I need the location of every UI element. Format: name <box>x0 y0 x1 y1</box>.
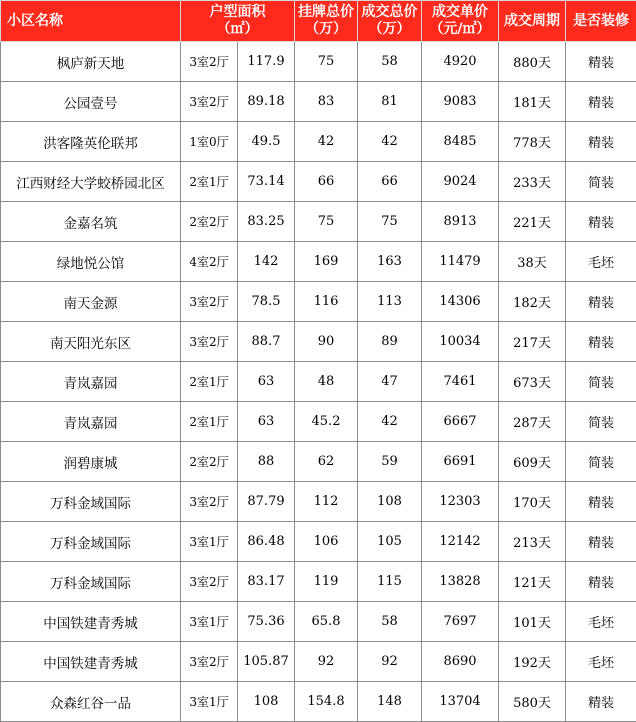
cell-list-price: 90 <box>295 322 358 362</box>
cell-decoration: 精装 <box>566 562 636 602</box>
cell-area: 83.25 <box>238 202 295 242</box>
cell-deal-price: 81 <box>358 82 422 122</box>
cell-area: 87.79 <box>238 482 295 522</box>
cell-layout: 2室1厅 <box>181 162 238 202</box>
table-row <box>1 282 636 322</box>
cell-decoration: 精装 <box>566 322 636 362</box>
table-row <box>1 42 636 82</box>
cell-unit-price: 14306 <box>422 282 499 322</box>
table-row <box>1 522 636 562</box>
cell-deal-price: 42 <box>358 402 422 442</box>
table-row <box>1 562 636 602</box>
cell-deal-price: 58 <box>358 42 422 82</box>
cell-list-price: 65.8 <box>295 602 358 642</box>
cell-area: 117.9 <box>238 42 295 82</box>
cell-list-price: 48 <box>295 362 358 402</box>
cell-name: 洪客隆英伦联邦 <box>1 122 181 162</box>
cell-list-price: 112 <box>295 482 358 522</box>
header-decoration: 是否装修 <box>566 1 636 42</box>
cell-deal-price: 148 <box>358 682 422 722</box>
cell-area: 78.5 <box>238 282 295 322</box>
cell-layout: 2室1厅 <box>181 402 238 442</box>
cell-layout: 2室2厅 <box>181 202 238 242</box>
cell-area: 142 <box>238 242 295 282</box>
cell-layout: 3室1厅 <box>181 682 238 722</box>
cell-decoration: 简装 <box>566 362 636 402</box>
cell-name: 江西财经大学蛟桥园北区 <box>1 162 181 202</box>
cell-unit-price: 9083 <box>422 82 499 122</box>
cell-decoration: 简装 <box>566 162 636 202</box>
cell-area: 63 <box>238 362 295 402</box>
cell-name: 南天阳光东区 <box>1 322 181 362</box>
cell-deal-cycle: 181天 <box>499 82 566 122</box>
cell-deal-price: 113 <box>358 282 422 322</box>
cell-decoration: 简装 <box>566 402 636 442</box>
cell-deal-cycle: 182天 <box>499 282 566 322</box>
cell-deal-price: 108 <box>358 482 422 522</box>
cell-name: 中国铁建青秀城 <box>1 602 181 642</box>
cell-decoration: 精装 <box>566 122 636 162</box>
cell-unit-price: 10034 <box>422 322 499 362</box>
cell-decoration: 毛坯 <box>566 642 636 682</box>
cell-layout: 3室2厅 <box>181 42 238 82</box>
cell-name: 万科金域国际 <box>1 522 181 562</box>
cell-deal-cycle: 101天 <box>499 602 566 642</box>
table-row <box>1 682 636 722</box>
cell-layout: 3室2厅 <box>181 282 238 322</box>
cell-layout: 3室1厅 <box>181 602 238 642</box>
cell-list-price: 62 <box>295 442 358 482</box>
header-community-name: 小区名称 <box>1 1 181 42</box>
cell-deal-cycle: 170天 <box>499 482 566 522</box>
table-row <box>1 402 636 442</box>
cell-area: 75.36 <box>238 602 295 642</box>
cell-area: 49.5 <box>238 122 295 162</box>
table-row <box>1 442 636 482</box>
cell-decoration: 精装 <box>566 82 636 122</box>
cell-name: 公园壹号 <box>1 82 181 122</box>
cell-deal-cycle: 609天 <box>499 442 566 482</box>
table-row <box>1 602 636 642</box>
cell-unit-price: 6691 <box>422 442 499 482</box>
header-list-price: 挂牌总价 （万） <box>295 1 358 42</box>
cell-deal-cycle: 233天 <box>499 162 566 202</box>
cell-decoration: 精装 <box>566 482 636 522</box>
cell-deal-cycle: 287天 <box>499 402 566 442</box>
cell-name: 众森红谷一品 <box>1 682 181 722</box>
header-deal-price: 成交总价 （万） <box>358 1 422 42</box>
cell-name: 南天金源 <box>1 282 181 322</box>
cell-unit-price: 13828 <box>422 562 499 602</box>
cell-list-price: 119 <box>295 562 358 602</box>
cell-unit-price: 8913 <box>422 202 499 242</box>
table-body <box>1 42 636 722</box>
cell-unit-price: 4920 <box>422 42 499 82</box>
cell-decoration: 精装 <box>566 282 636 322</box>
cell-deal-price: 105 <box>358 522 422 562</box>
cell-deal-cycle: 192天 <box>499 642 566 682</box>
table-row <box>1 642 636 682</box>
cell-unit-price: 12142 <box>422 522 499 562</box>
cell-unit-price: 6667 <box>422 402 499 442</box>
cell-area: 105.87 <box>238 642 295 682</box>
cell-decoration: 毛坯 <box>566 602 636 642</box>
cell-deal-price: 42 <box>358 122 422 162</box>
cell-deal-cycle: 580天 <box>499 682 566 722</box>
table-row <box>1 482 636 522</box>
cell-unit-price: 7461 <box>422 362 499 402</box>
cell-deal-cycle: 880天 <box>499 42 566 82</box>
cell-deal-cycle: 673天 <box>499 362 566 402</box>
cell-unit-price: 8485 <box>422 122 499 162</box>
cell-deal-price: 163 <box>358 242 422 282</box>
cell-list-price: 75 <box>295 202 358 242</box>
cell-deal-price: 59 <box>358 442 422 482</box>
cell-list-price: 83 <box>295 82 358 122</box>
cell-layout: 3室1厅 <box>181 522 238 562</box>
cell-unit-price: 7697 <box>422 602 499 642</box>
cell-name: 青岚嘉园 <box>1 402 181 442</box>
header-unit-price: 成交单价 （元/㎡） <box>422 1 499 42</box>
table-row <box>1 82 636 122</box>
cell-list-price: 116 <box>295 282 358 322</box>
table-row <box>1 362 636 402</box>
cell-unit-price: 12303 <box>422 482 499 522</box>
cell-decoration: 简装 <box>566 442 636 482</box>
cell-name: 万科金域国际 <box>1 482 181 522</box>
cell-unit-price: 9024 <box>422 162 499 202</box>
cell-layout: 2室1厅 <box>181 362 238 402</box>
cell-decoration: 毛坯 <box>566 242 636 282</box>
table-row <box>1 122 636 162</box>
cell-area: 73.14 <box>238 162 295 202</box>
cell-deal-price: 115 <box>358 562 422 602</box>
table-row <box>1 162 636 202</box>
cell-area: 83.17 <box>238 562 295 602</box>
cell-list-price: 154.8 <box>295 682 358 722</box>
cell-deal-cycle: 217天 <box>499 322 566 362</box>
cell-name: 润碧康城 <box>1 442 181 482</box>
cell-area: 88 <box>238 442 295 482</box>
cell-name: 枫庐新天地 <box>1 42 181 82</box>
cell-deal-price: 89 <box>358 322 422 362</box>
cell-decoration: 精装 <box>566 522 636 562</box>
cell-deal-cycle: 213天 <box>499 522 566 562</box>
cell-area: 86.48 <box>238 522 295 562</box>
cell-deal-price: 92 <box>358 642 422 682</box>
cell-name: 绿地悦公馆 <box>1 242 181 282</box>
cell-unit-price: 11479 <box>422 242 499 282</box>
cell-area: 63 <box>238 402 295 442</box>
cell-list-price: 106 <box>295 522 358 562</box>
cell-deal-cycle: 778天 <box>499 122 566 162</box>
cell-layout: 4室2厅 <box>181 242 238 282</box>
cell-layout: 3室2厅 <box>181 482 238 522</box>
cell-layout: 3室2厅 <box>181 322 238 362</box>
cell-unit-price: 13704 <box>422 682 499 722</box>
cell-name: 中国铁建青秀城 <box>1 642 181 682</box>
cell-area: 89.18 <box>238 82 295 122</box>
header-deal-cycle: 成交周期 <box>499 1 566 42</box>
cell-name: 金嘉名筑 <box>1 202 181 242</box>
cell-deal-price: 47 <box>358 362 422 402</box>
cell-list-price: 92 <box>295 642 358 682</box>
cell-deal-price: 75 <box>358 202 422 242</box>
cell-area: 108 <box>238 682 295 722</box>
cell-list-price: 75 <box>295 42 358 82</box>
header-layout-area: 户型面积 （㎡） <box>181 1 295 42</box>
cell-deal-cycle: 121天 <box>499 562 566 602</box>
table-header-row <box>1 1 636 42</box>
table-row <box>1 202 636 242</box>
table-row <box>1 242 636 282</box>
cell-layout: 1室0厅 <box>181 122 238 162</box>
cell-deal-price: 66 <box>358 162 422 202</box>
cell-decoration: 精装 <box>566 682 636 722</box>
cell-decoration: 精装 <box>566 202 636 242</box>
table-row <box>1 322 636 362</box>
cell-deal-cycle: 38天 <box>499 242 566 282</box>
cell-name: 青岚嘉园 <box>1 362 181 402</box>
cell-layout: 3室2厅 <box>181 562 238 602</box>
cell-name: 万科金域国际 <box>1 562 181 602</box>
cell-list-price: 169 <box>295 242 358 282</box>
cell-deal-price: 58 <box>358 602 422 642</box>
cell-layout: 3室2厅 <box>181 642 238 682</box>
cell-decoration: 精装 <box>566 42 636 82</box>
cell-unit-price: 8690 <box>422 642 499 682</box>
cell-layout: 3室2厅 <box>181 82 238 122</box>
cell-list-price: 66 <box>295 162 358 202</box>
cell-list-price: 42 <box>295 122 358 162</box>
cell-layout: 2室2厅 <box>181 442 238 482</box>
cell-deal-cycle: 221天 <box>499 202 566 242</box>
cell-area: 88.7 <box>238 322 295 362</box>
cell-list-price: 45.2 <box>295 402 358 442</box>
